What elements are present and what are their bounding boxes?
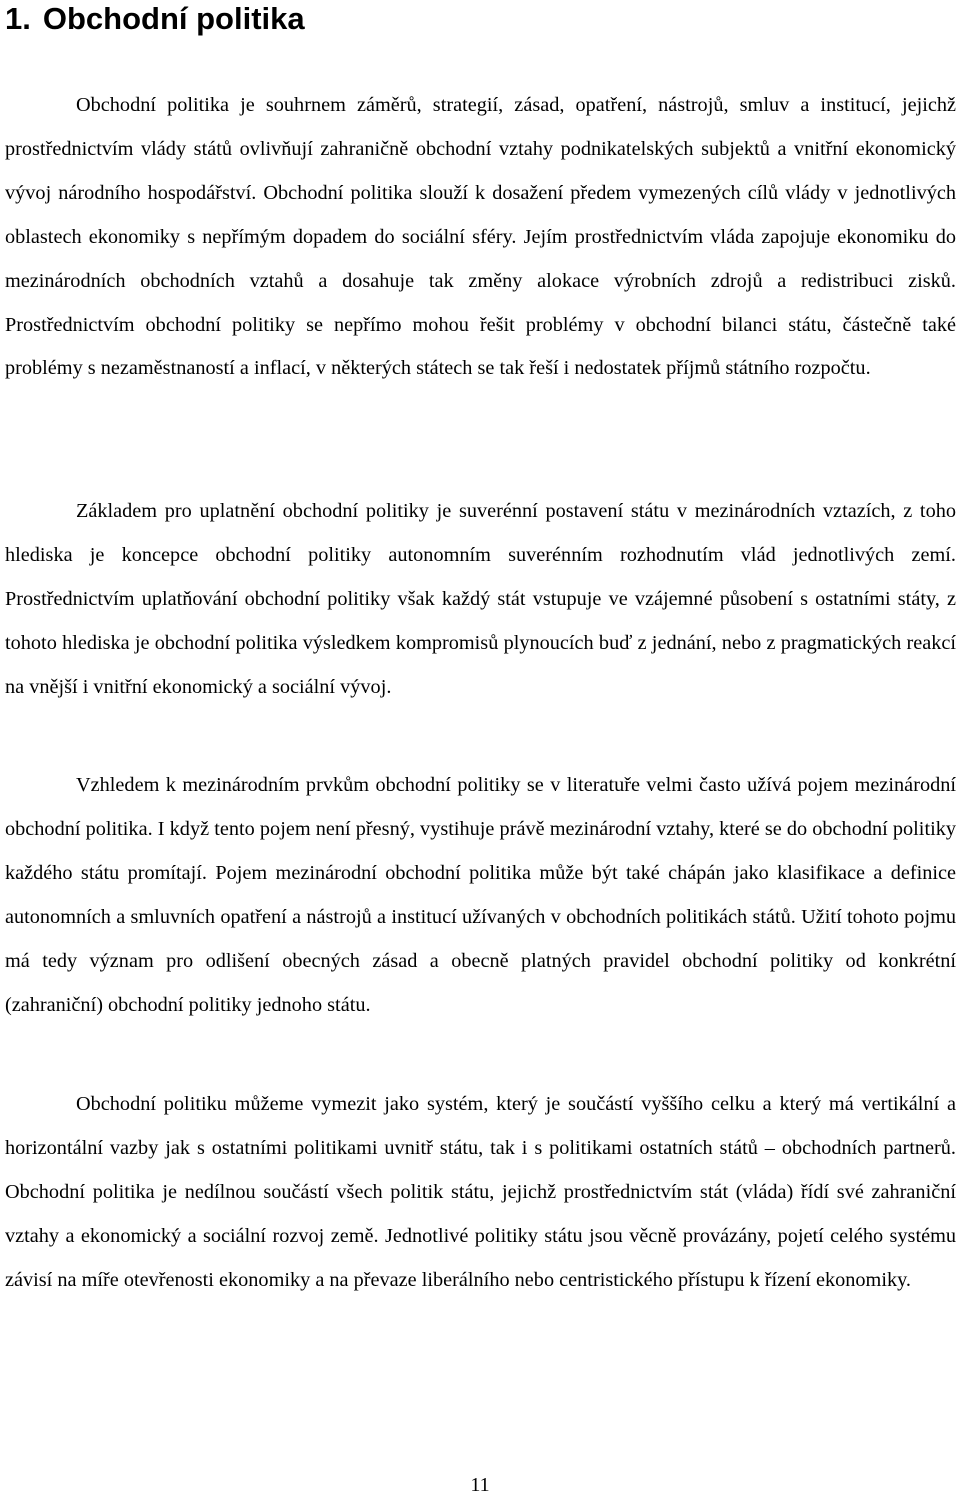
paragraph: Vzhledem k mezinárodním prvkům obchodní politiky se v literatuře velmi často užívá pojem mezinárodní obchodní politika. I když tento pojem není přesný, vystihuje právě mezinárodní vztahy, které se do obchodní politiky každého státu promítají. Pojem mezinárodní obchodní politika může být také chápán jako klasifikace a definice autonomních a smluvních opatření a nástrojů a institucí užívaných v obchodních politikách států. Užití tohoto pojmu má tedy význam pro odlišení obecných zásad a obecně platných pravidel obchodní politiky od konkrétní (zahraniční) obchodní politiky jednoho státu.	[5, 774, 956, 1016]
chapter-number: 1.	[5, 1, 31, 36]
paragraph: Základem pro uplatnění obchodní politiky je suverénní postavení státu v mezinárodních vztazích, z toho hlediska je koncepce obchodní politiky autonomním suverénním rozhodnutím vlád jednotlivých zemí. Prostřednictvím uplatňování obchodní politiky však každý stát vstupuje ve vzájemné působení s ostatními státy, z tohoto hlediska je obchodní politika výsledkem kompromisů plynoucích buď z jednání, nebo z pragmatických reakcí na vnější i vnitřní ekonomický a sociální vývoj.	[5, 500, 956, 698]
chapter-title: Obchodní politika	[42, 1, 305, 36]
paragraph: Obchodní politiku můžeme vymezit jako systém, který je součástí vyššího celku a který má vertikální a horizontální vazby jak s ostatními politikami uvnitř státu, tak i s politikami ostatních států – obchodních partnerů. Obchodní politika je nedílnou součástí všech politik státu, jejichž prostřednictvím stát (vláda) řídí své zahraniční vztahy a ekonomický a sociální rozvoj země. Jednotlivé politiky státu jsou věcně provázány, pojetí celého systému závisí na míře otevřenosti ekonomiky a na převaze liberálního nebo centristického přístupu k řízení ekonomiky.	[5, 1093, 956, 1291]
chapter-heading	[5, 0, 305, 44]
paragraph: Obchodní politika je souhrnem záměrů, strategií, zásad, opatření, nástrojů, smluv a institucí, jejichž prostřednictvím vlády států ovlivňují zahraničně obchodní vztahy podnikatelských subjektů a vnitřní ekonomický vývoj národního hospodářství. Obchodní politika slouží k dosažení předem vymezených cílů vlády v jednotlivých oblastech ekonomiky s nepřímým dopadem do sociální sféry. Jejím prostřednictvím vláda zapojuje ekonomiku do mezinárodních obchodních vztahů a dosahuje tak změny alokace výrobních zdrojů a redistribuci zisků. Prostřednictvím obchodní politiky se nepřímo mohou řešit problémy v obchodní bilanci státu, částečně také problémy s nezaměstnaností a inflací, v některých státech se tak řeší i nedostatek příjmů státního rozpočtu.	[5, 94, 956, 380]
page-number: 11	[470, 1474, 490, 1496]
